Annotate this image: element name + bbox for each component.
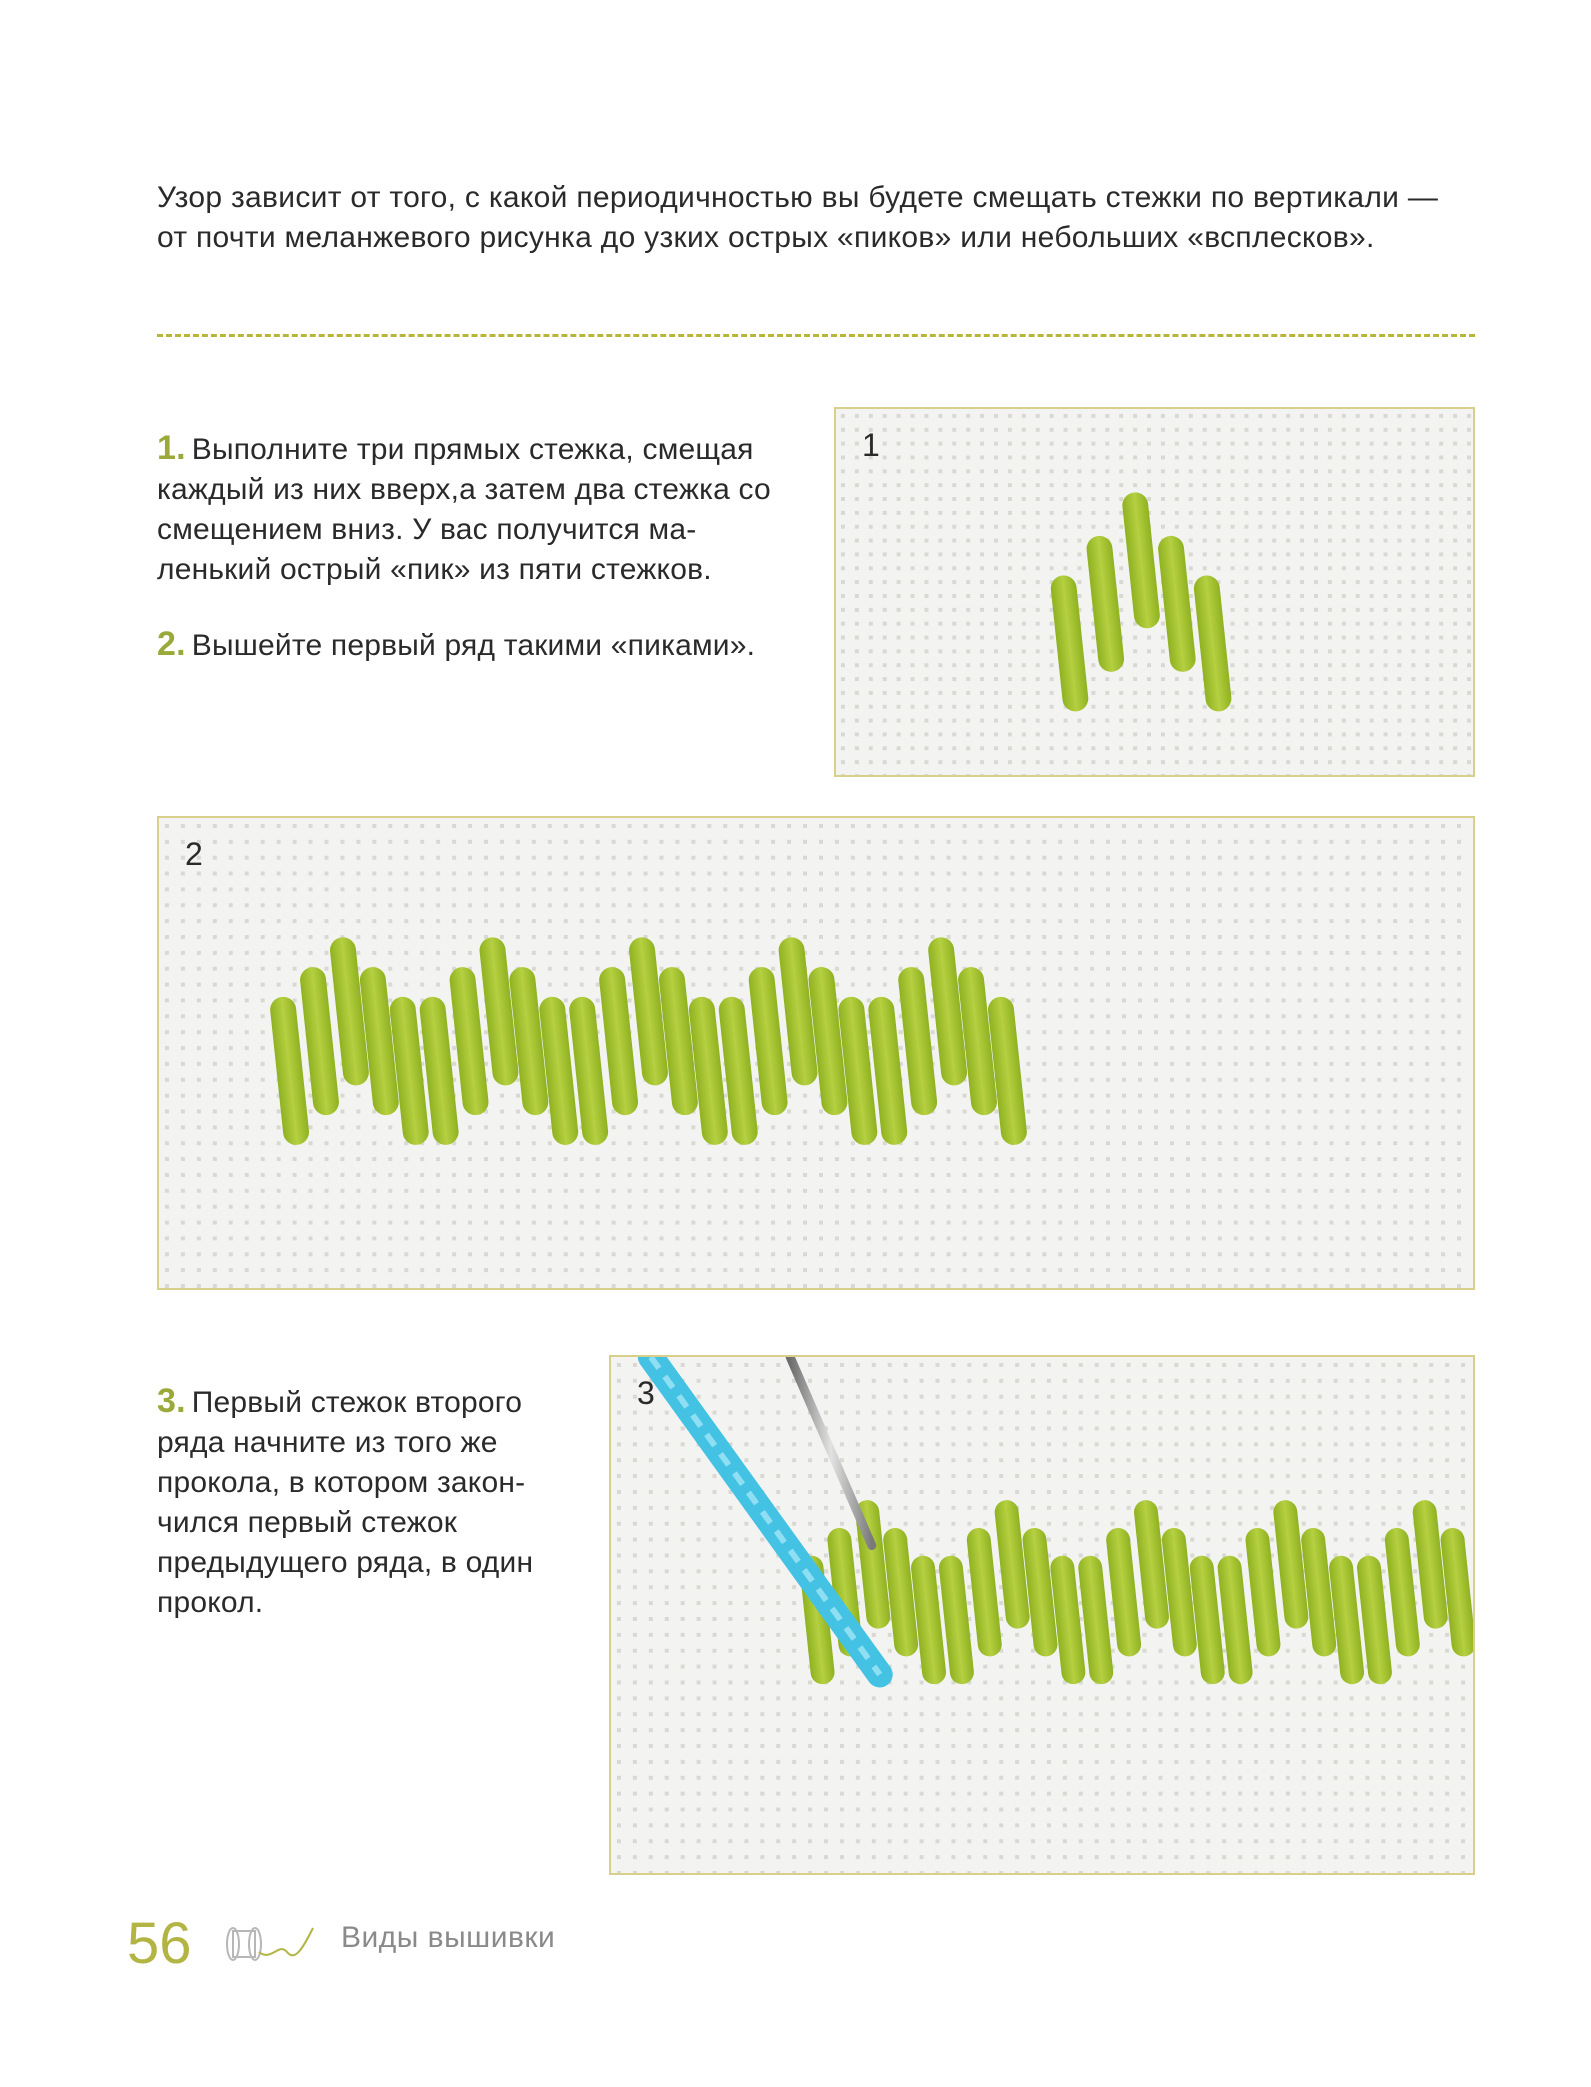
steps-block-1 <box>157 428 797 700</box>
stitch-illustration <box>836 409 1473 775</box>
step-text: Выполните три прямых стежка, смещая каждый из них вверх,а затем два стежка со смещением вниз. У вас получится маленький острый «пик» из пяти стежков. <box>157 433 771 586</box>
step-1 <box>157 428 797 590</box>
step-2 <box>157 624 797 666</box>
photo-step-3 <box>609 1355 1475 1875</box>
photo-number: 1 <box>862 427 880 463</box>
photo-step-2 <box>157 816 1475 1290</box>
step-text: Первый стежок второго ряда начните из того же прокола, в котором закончился первый стежок предыдущего ряда, в один прокол. <box>157 1386 534 1619</box>
step-number: 3. <box>157 1382 186 1420</box>
photo-number: 2 <box>185 836 203 872</box>
steps-block-2 <box>157 1381 577 1657</box>
dashed-divider <box>157 334 1475 337</box>
photo-step-1 <box>834 407 1475 777</box>
photo-number: 3 <box>637 1375 655 1411</box>
page-number: 56 <box>127 1911 192 1976</box>
stitch-row-illustration <box>159 818 1473 1288</box>
step-number: 1. <box>157 429 186 467</box>
step-text: Вышейте первый ряд такими «пиками». <box>191 629 756 662</box>
thread-spool-icon <box>223 1922 315 1966</box>
step-number: 2. <box>157 625 186 663</box>
stitch-needle-illustration <box>611 1357 1473 1873</box>
section-title: Виды вышивки <box>341 1921 556 1954</box>
step-3 <box>157 1381 577 1623</box>
intro-paragraph: Узор зависит от того, с какой периодичностью вы будете смещать стежки по вертикали — от почти меланжевого рисунка до узких острых «пиков» или небольших «всплесков». <box>157 181 1439 254</box>
